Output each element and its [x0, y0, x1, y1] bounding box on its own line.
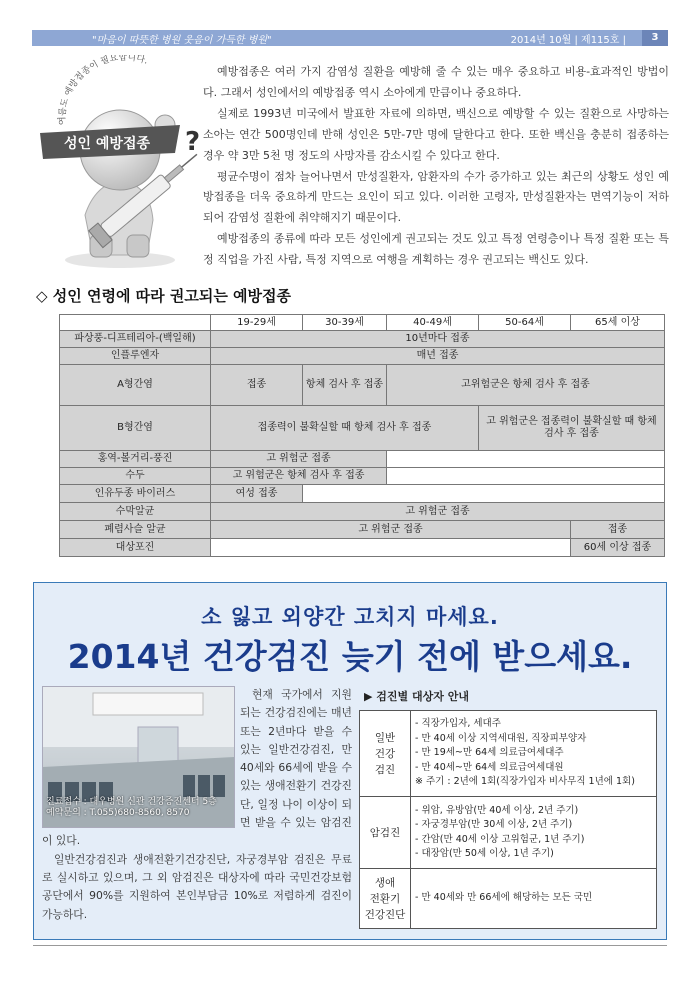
- target-item: - 자궁경부암(만 30세 이상, 2년 주기): [415, 819, 573, 830]
- health-checkup-ad: [33, 582, 667, 940]
- target-item: - 만 19세~만 64세 의료급여세대주: [415, 747, 564, 759]
- empty-cell: [211, 539, 571, 557]
- vaccine-name: A형간염: [60, 365, 211, 406]
- ad-paragraph: 현재 국가에서 지원되는 건강검진에는 매년 또는 2년마다 받을 수 있는 일반건강검진, 만 40세와 66세에 받을 수 있는 생애전환기 건강진단, 일정 나이 이상이 되면 받을 수 있는 암검진이 있다.: [42, 688, 352, 848]
- header-slogan: "마음이 따뜻한 병원 웃음이 가득한 병원": [92, 35, 272, 46]
- table-header-row: [60, 315, 665, 331]
- illustration-arc-text: 여름도 예방접종이 필요합니다.: [57, 55, 150, 126]
- issue-info: 2014년 10월 | 제115호 |: [510, 35, 626, 46]
- vaccination-illustration: [35, 55, 215, 275]
- target-item: - 만 40세와 만 66세에 해당하는 모든 국민: [415, 892, 593, 904]
- age-header: 30-39세: [303, 315, 387, 331]
- empty-cell: [387, 451, 665, 468]
- table-corner: [60, 315, 211, 331]
- ad-body-text: [42, 686, 352, 924]
- photo-caption-line: 진료접수 : 대우병원 신관 건강증진센터 5층: [46, 797, 217, 807]
- vaccine-name: 인유두종 바이러스: [60, 485, 211, 503]
- recommendation-cell: 항체 검사 후 접종: [303, 365, 387, 406]
- recommendation-cell: 매년 접종: [211, 348, 665, 365]
- vaccine-name: 파상풍-디프테리아-(백일해): [60, 331, 211, 348]
- age-header: 19-29세: [211, 315, 303, 331]
- table-row: [60, 539, 665, 557]
- recommendation-cell: 60세 이상 접종: [571, 539, 665, 557]
- empty-cell: [303, 485, 665, 503]
- table-row: [360, 869, 657, 929]
- target-items: [411, 797, 657, 869]
- recommendation-cell: 여성 접종: [211, 485, 303, 503]
- target-item: - 만 40세~만 64세 의료급여세대원: [415, 761, 564, 773]
- table-row: [60, 521, 665, 539]
- recommendation-cell: 고위험군은 항체 검사 후 접종: [387, 365, 665, 406]
- recommendation-cell: 접종: [571, 521, 665, 539]
- target-item: - 대장암(만 50세 이상, 1년 주기): [415, 848, 554, 859]
- recommendation-cell: 10년마다 접종: [211, 331, 665, 348]
- target-category: 일반 건강 검진: [360, 711, 411, 797]
- vaccine-name: B형간염: [60, 406, 211, 451]
- photo-caption-line: 예약문의 : T.055)680-8560, 8570: [46, 808, 190, 818]
- illustration-label-badge: [40, 125, 200, 159]
- target-items: [411, 869, 657, 929]
- section-title: ◇ 성인 연령에 따라 권고되는 예방접종: [36, 287, 291, 305]
- age-header: 40-49세: [387, 315, 479, 331]
- table-row: [60, 331, 665, 348]
- intro-text: [203, 62, 669, 271]
- empty-cell: [387, 468, 665, 485]
- table-row: [360, 797, 657, 869]
- page-number: 3: [642, 30, 668, 46]
- vaccine-name: 수막알균: [60, 503, 211, 521]
- age-header: 50-64세: [479, 315, 571, 331]
- target-item: - 직장가입자, 세대주: [415, 718, 501, 730]
- intro-paragraph: 평균수명이 점차 늘어나면서 만성질환자, 암환자의 수가 증가하고 있는 최근의 상황도 성인 예방접종을 더욱 중요하게 만드는 요인이 되고 있다. 이러한 고령자, 만성질환자는 면역기능이 저하되어 감염성 질환에 취약해지기 때문이다.: [203, 169, 669, 225]
- ad-headline-1: 소 잃고 외양간 고치지 마세요.: [201, 605, 499, 629]
- age-header: 65세 이상: [571, 315, 665, 331]
- header-bar: [32, 30, 668, 46]
- vaccine-name: 폐렴사슬 알균: [60, 521, 211, 539]
- vaccine-name: 인플루엔자: [60, 348, 211, 365]
- intro-paragraph: 실제로 1993년 미국에서 발표한 자료에 의하면, 백신으로 예방할 수 있는 질환으로 사망하는 소아는 연간 500명인데 반해 성인은 5만-7만 명에 달한다고 한다. 또한 백신을 충분히 접종하는 경우 약 3만 5천 명 정도의 사망자를 감소시킬 수 있다고 한다.: [203, 106, 669, 162]
- target-category: 생애 전환기 건강진단: [360, 869, 411, 929]
- vaccine-table: [59, 314, 665, 557]
- table-row: [60, 485, 665, 503]
- vaccine-name: 홍역-볼거리-풍진: [60, 451, 211, 468]
- table-row: [60, 451, 665, 468]
- table-row: [60, 406, 665, 451]
- intro-paragraph: 예방접종은 여러 가지 감염성 질환을 예방해 줄 수 있는 매우 중요하고 비용-효과적인 방법이다. 그래서 성인에서의 예방접종 역시 소아에게 만큼이나 중요하다.: [203, 65, 669, 99]
- vaccine-name: 수두: [60, 468, 211, 485]
- recommendation-cell: 접종력이 불확실할 때 항체 검사 후 접종: [211, 406, 479, 451]
- intro-paragraph: 예방접종의 종류에 따라 모든 성인에게 권고되는 것도 있고 특정 연령층이나 특정 질환 또는 특정 직업을 가진 사람, 특정 지역으로 여행을 계획하는 경우 권고되는 백신도 있다.: [203, 232, 669, 267]
- table-row: [60, 503, 665, 521]
- recommendation-cell: 고 위험군은 접종력이 불확실할 때 항체 검사 후 접종: [479, 406, 665, 451]
- footer-divider: [33, 945, 667, 946]
- recommendation-cell: 접종: [211, 365, 303, 406]
- target-item: ※ 주기 : 2년에 1회(직장가입자 비사무직 1년에 1회): [415, 776, 635, 788]
- recommendation-cell: 고 위험군 접종: [211, 521, 571, 539]
- ad-paragraph: 일반건강검진과 생애전환기건강진단, 자궁경부암 검진은 무료로 실시하고 있으며, 그 외 암검진은 대상자에 따라 국민건강보험공단에서 90%를 지원하여 본인부담금 10%로 저렴하게 검진이 가능하다.: [42, 852, 352, 921]
- illustration-label: 성인 예방접종: [63, 136, 151, 152]
- target-category: 암검진: [360, 797, 411, 869]
- recommendation-cell: 고 위험군 접종: [211, 503, 665, 521]
- vaccine-name: 대상포진: [60, 539, 211, 557]
- table-row: [60, 468, 665, 485]
- table-row: [60, 348, 665, 365]
- target-list-title: ▶ 검진별 대상자 안내: [364, 690, 469, 703]
- question-mark-icon: ?: [185, 127, 201, 157]
- target-item: - 만 40세 이상 지역세대원, 직장피부양자: [415, 732, 587, 744]
- ad-headline-2: 2014년 건강검진 늦기 전에 받으세요.: [67, 637, 633, 676]
- recommendation-cell: 고 위험군 접종: [211, 451, 387, 468]
- table-row: [60, 365, 665, 406]
- recommendation-cell: 고 위험군은 항체 검사 후 접종: [211, 468, 387, 485]
- table-row: [360, 711, 657, 797]
- target-item: - 위암, 유방암(만 40세 이상, 2년 주기): [415, 804, 579, 816]
- target-table: [359, 710, 657, 929]
- target-items: [411, 711, 657, 797]
- target-item: - 간암(만 40세 이상 고위험군, 1년 주기): [415, 833, 585, 845]
